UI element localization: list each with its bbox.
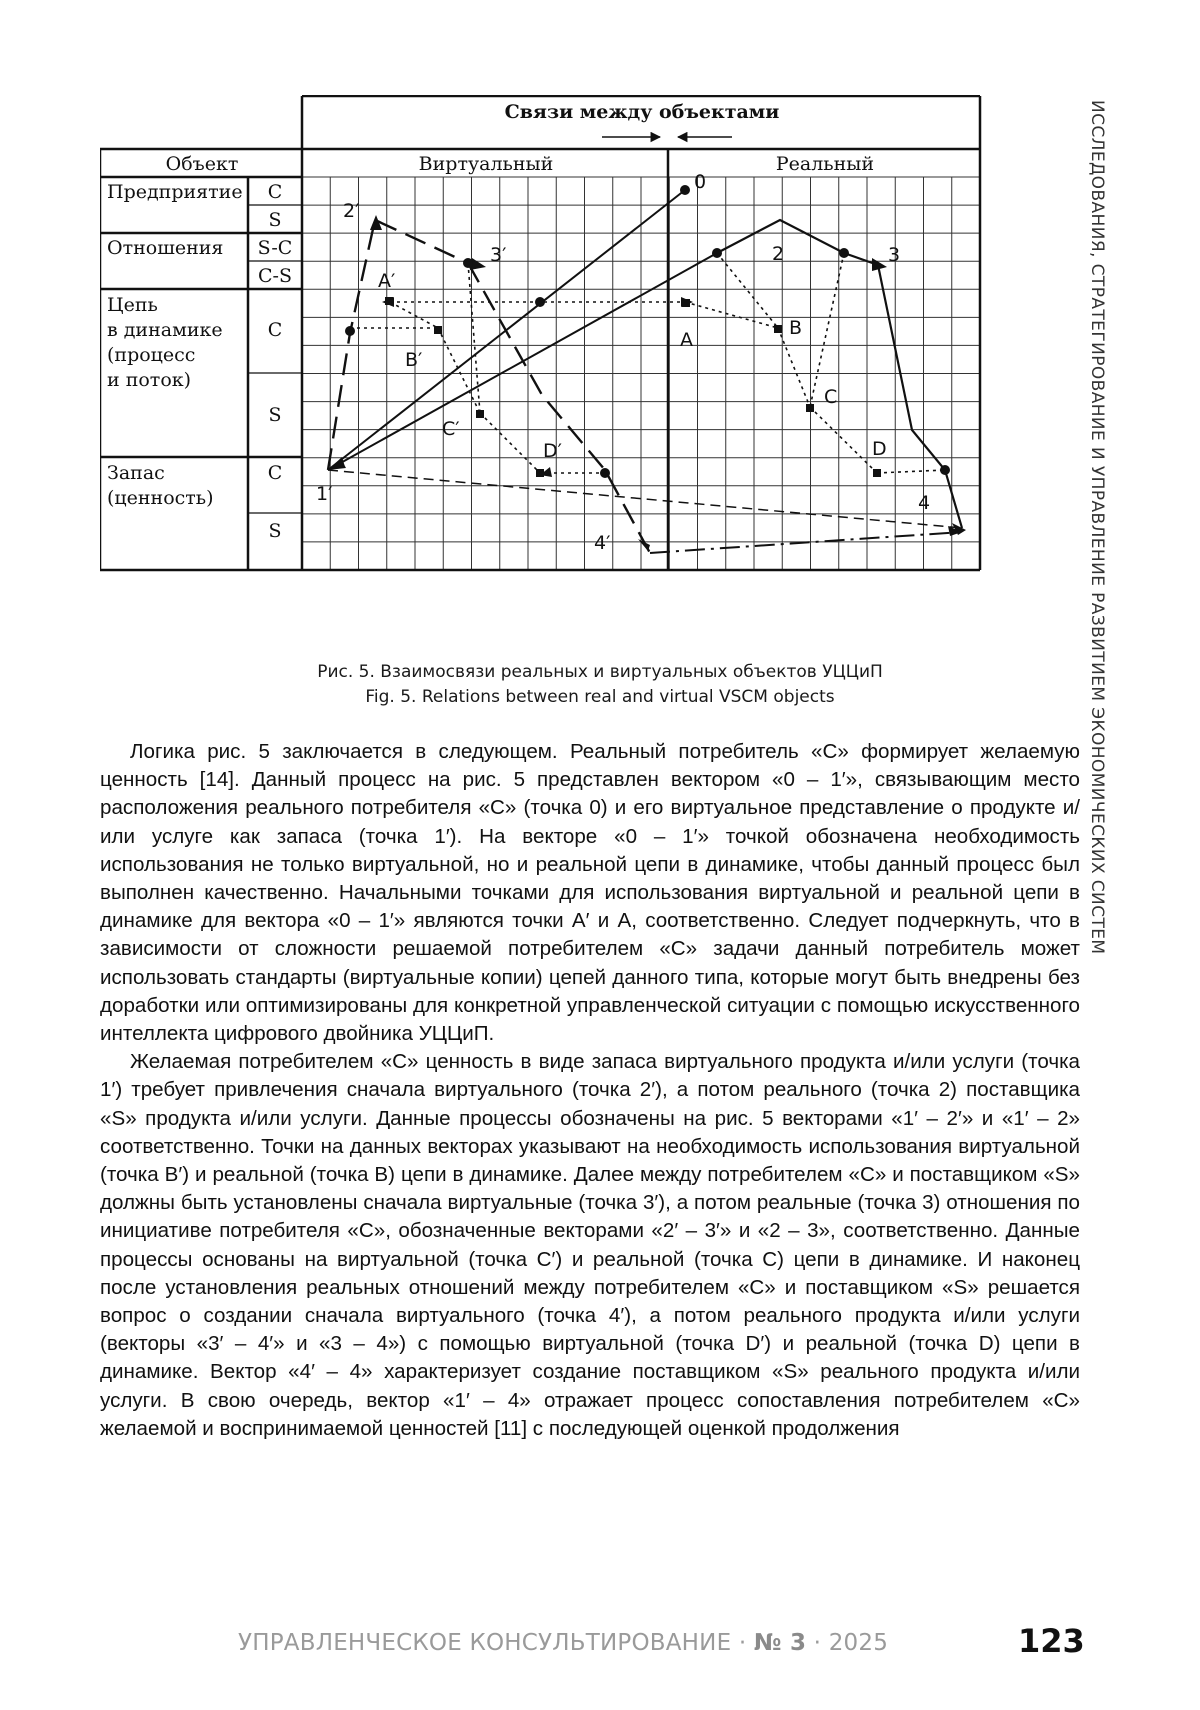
year: 2025: [828, 1630, 889, 1656]
point-B: B: [789, 317, 803, 339]
header-relations: Связи между объектами: [504, 101, 780, 123]
issue-number: № 3: [753, 1630, 807, 1656]
point-C: C: [824, 386, 838, 408]
paragraph-1: Логика рис. 5 заключается в следующем. Реальный потребитель «С» формирует желаемую ценность [14]. Данный процесс на рис. 5 представлен вектором «0 – 1′», связывающим место расположения реального потребителя «С» (точка 0) и его виртуальное представление о продукте и/или услуге как запаса (точка 1′). На векторе «0 – 1′» точкой обозначена необходимость использования не только виртуальной, но и реальной цепи в динамике, чтобы данный процесс был выполнен качественно. Начальными точками для использования виртуальной и реальной цепи в динамике для вектора «0 – 1′» являются точки А′ и А, соответственно. Следует подчеркнуть, что в зависимости от сложности решаемой потребителем «С» задачи данный потребитель может использовать стандарты (виртуальные копии) цепей данного типа, которые могут быть внедрены без доработки или оптимизированы для конкретной управленческой ситуации с помощью искусственного интеллекта цифрового двойника УЦЦиП.: [100, 740, 1080, 1046]
point-Av: A′: [378, 270, 396, 292]
row-label-stock-1: Запас: [107, 462, 165, 484]
col-virtual: Виртуальный: [418, 153, 554, 175]
row-label-relations: Отношения: [107, 237, 224, 259]
code-chain-s: S: [268, 404, 282, 426]
caption-en: Fig. 5. Relations between real and virtual VSCM objects: [365, 687, 835, 707]
point-2v: 2′: [343, 200, 360, 222]
caption-ru: Рис. 5. Взаимосвязи реальных и виртуальных объектов УЦЦиП: [317, 662, 883, 682]
point-4: 4: [918, 492, 931, 514]
point-4v: 4′: [594, 532, 611, 554]
journal-name: УПРАВЛЕНЧЕСКОЕ КОНСУЛЬТИРОВАНИЕ: [238, 1630, 732, 1656]
point-Cv: C′: [442, 418, 460, 440]
footer-journal: [238, 1630, 888, 1656]
code-enterprise-s: S: [268, 209, 282, 231]
arrow-heads: [328, 215, 966, 551]
point-3: 3: [888, 244, 901, 266]
col-object: Объект: [165, 153, 239, 175]
grid-lines: [302, 177, 980, 570]
row-label-chain-1: Цепь: [107, 294, 158, 316]
point-A: A: [680, 329, 693, 351]
code-relations-sc: S-C: [257, 237, 293, 259]
point-2: 2: [772, 243, 785, 265]
point-0: 0: [694, 171, 707, 193]
code-stock-c: C: [267, 462, 283, 484]
point-D: D: [872, 438, 887, 460]
code-enterprise-c: C: [267, 181, 283, 203]
page-number: 123: [1018, 1622, 1085, 1660]
point-markers: [345, 185, 950, 478]
row-label-enterprise: Предприятие: [107, 181, 243, 203]
figure-5: [100, 95, 1075, 630]
point-1v: 1′: [316, 483, 333, 505]
row-label-chain-4: и поток): [107, 369, 192, 391]
paragraph-2: Желаемая потребителем «С» ценность в виде запаса виртуального продукта и/или услуги (точка 1′) требует привлечения сначала виртуального (точка 2′), а потом реального (точка 2) поставщика «S» продукта и/или услуги. Данные процессы обозначены на рис. 5 векторами «1′ – 2′» и «1′ – 2» соответственно. Точки на данных векторах указывают на необходимость использования виртуальной (точка B′) и реальной (точка B) цепи в динамике. Далее между потребителем «С» и поставщиком «S» должны быть установлены сначала виртуальные (точка 3′), а потом реальные (точка 3) отношения по инициативе потребителя «С», обозначенные векторами «2′ – 3′» и «2 – 3», соответственно. Данные процессы основаны на виртуальной (точка C′) и реальной (точка C) цепи в динамике. И наконец после установления реальных отношений между потребителем «С» и поставщиком «S» решается вопрос о создании сначала виртуального (точка 4′), а потом реального продукта и/или услуги (векторы «3′ – 4′» и «3 – 4») с помощью виртуальной (точка D′) и реальной (точка D) цепи в динамике. Вектор «4′ – 4» характеризует создание поставщиком «S» реального продукта и/или услуги. В свою очередь, вектор «1′ – 4» отражает процесс сопоставления потребителем «С» желаемой и воспринимаемой ценностей [11] с последующей оценкой продолжения: [100, 1050, 1080, 1440]
row-label-stock-2: (ценность): [107, 487, 214, 509]
row-label-chain-2: в динамике: [107, 319, 223, 341]
figure-caption: [0, 660, 1200, 710]
separator-dot: ·: [813, 1630, 822, 1656]
code-relations-cs: C-S: [258, 265, 292, 287]
col-real: Реальный: [775, 153, 875, 175]
code-stock-s: S: [268, 520, 282, 542]
point-Bv: B′: [405, 349, 423, 371]
point-3v: 3′: [490, 244, 507, 266]
article-body: [100, 738, 1080, 1443]
separator-dot: ·: [738, 1630, 747, 1656]
row-label-chain-3: (процесс: [107, 344, 196, 366]
running-side-title: ИССЛЕДОВАНИЯ, СТРАТЕГИРОВАНИЕ И УПРАВЛЕНИЕ РАЗВИТИЕМ ЭКОНОМИЧЕСКИХ СИСТЕМ: [1087, 100, 1107, 955]
point-Dv: D′: [543, 440, 562, 462]
code-chain-c: C: [267, 319, 283, 341]
